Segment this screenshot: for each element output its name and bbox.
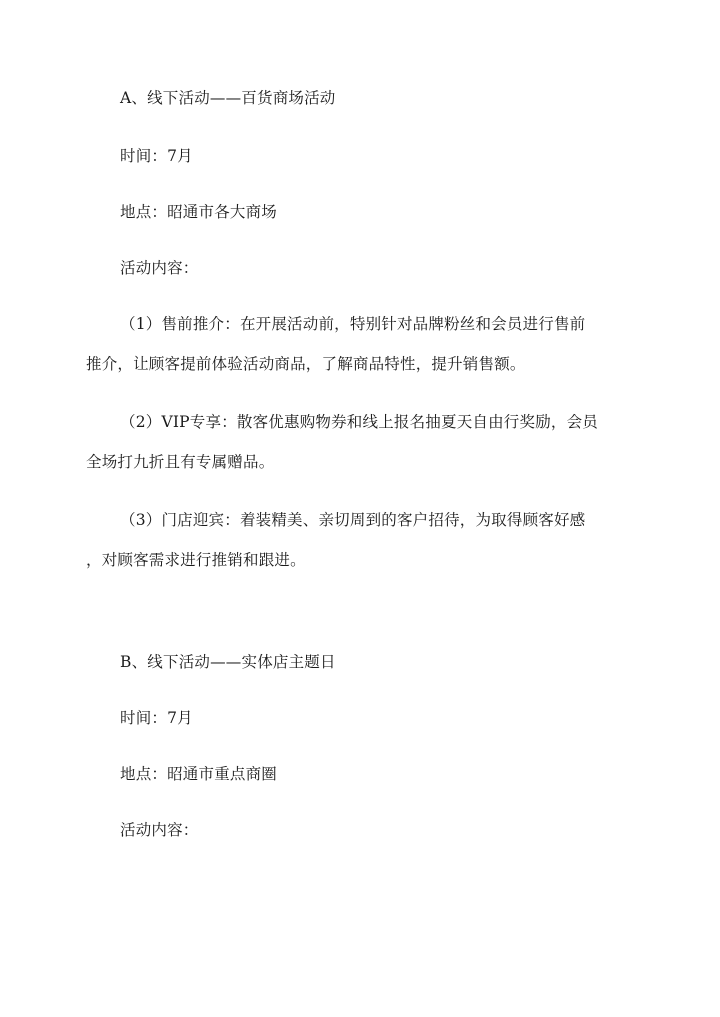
section-b-content-label: 活动内容： — [120, 821, 199, 839]
section-a-item-1-line-2: 推介，让顾客提前体验活动商品，了解商品特性，提升销售额。 — [86, 355, 526, 373]
section-a-item-3-line-1: （3）门店迎宾：着装精美、亲切周到的客户招待，为取得顾客好感 — [120, 511, 586, 529]
section-b-heading: B、线下活动——实体店主题日 — [120, 653, 336, 671]
section-a-time: 时间：7月 — [120, 147, 193, 165]
section-b-time: 时间：7月 — [120, 709, 193, 727]
section-a-item-1-line-1: （1）售前推介：在开展活动前，特别针对品牌粉丝和会员进行售前 — [120, 315, 586, 333]
section-a-item-2-line-1: （2）VIP专享：散客优惠购物券和线上报名抽夏天自由行奖励，会员 — [120, 413, 599, 431]
section-a-item-3 — [86, 510, 634, 590]
section-a-content-label: 活动内容： — [120, 259, 199, 277]
section-a-place: 地点：昭通市各大商场 — [120, 203, 278, 221]
section-a-item-3-line-2: ，对顾客需求进行推销和跟进。 — [86, 551, 306, 569]
section-b-place: 地点：昭通市重点商圈 — [120, 765, 278, 783]
section-a-item-2-line-2: 全场打九折且有专属赠品。 — [86, 453, 275, 471]
section-a-heading: A、线下活动——百货商场活动 — [120, 89, 336, 107]
section-a-item-1 — [86, 314, 634, 394]
section-a-item-2 — [86, 412, 634, 492]
